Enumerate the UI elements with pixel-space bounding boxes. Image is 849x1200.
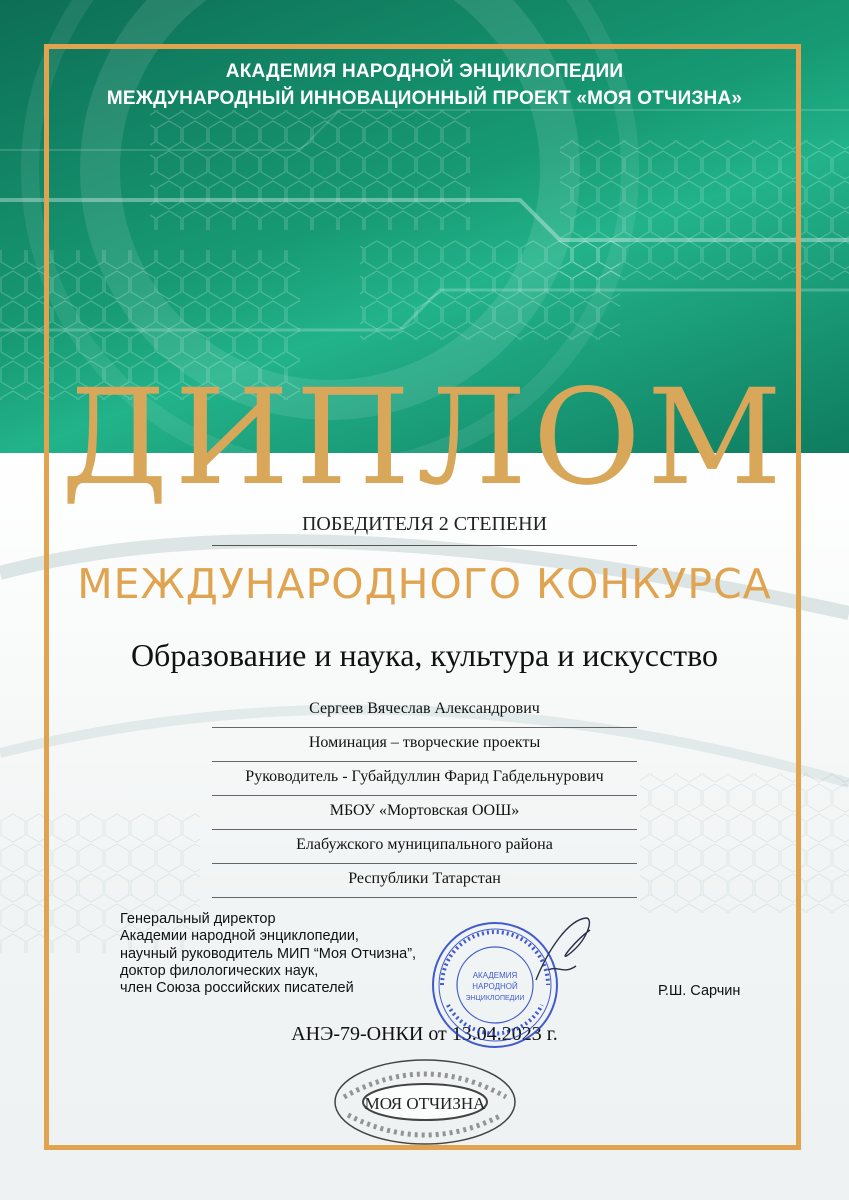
svg-text:ЭНЦИКЛОПЕДИИ: ЭНЦИКЛОПЕДИИ	[465, 995, 525, 1002]
contest-heading: МЕЖДУНАРОДНОГО КОНКУРСА	[77, 560, 772, 608]
document-number: АНЭ-79-ОНКИ от 13.04.2023 г.	[291, 1023, 558, 1045]
credential-line: Академии народной энциклопедии,	[120, 928, 359, 945]
credential-line: доктор филологических наук,	[120, 962, 319, 979]
district: Елабужского муниципального района	[212, 830, 637, 864]
academy-title: АКАДЕМИЯ НАРОДНОЙ ЭНЦИКЛОПЕДИИ	[225, 61, 624, 82]
diploma-title: ДИПЛОМ	[60, 361, 789, 515]
signer-name: Р.Ш. Сарчин	[658, 983, 741, 999]
moya-otchizna-logo-icon	[330, 1055, 520, 1150]
signatory-credentials	[120, 911, 416, 997]
details-list	[212, 694, 637, 898]
svg-text:АКАДЕМИЯ: АКАДЕМИЯ	[472, 971, 518, 980]
svg-text:НАРОДНОЙ: НАРОДНОЙ	[472, 982, 518, 991]
participant-name: Сергеев Вячеслав Александрович	[212, 694, 637, 728]
handwritten-signature-icon	[528, 910, 598, 990]
supervisor: Руководитель - Губайдуллин Фарид Габдельнурович	[212, 762, 637, 796]
nomination: Номинация – творческие проекты	[212, 728, 637, 762]
credential-line: научный руководитель МИП “Моя Отчизна”,	[120, 945, 417, 962]
svg-text:МОЯ ОТЧИЗНА: МОЯ ОТЧИЗНА	[364, 1094, 486, 1113]
republic: Республики Татарстан	[212, 864, 637, 898]
credential-line: Генеральный директор	[120, 911, 276, 927]
school: МБОУ «Мортовская ООШ»	[212, 796, 637, 830]
credential-line: член Союза российских писателей	[120, 980, 354, 997]
project-title: МЕЖДУНАРОДНЫЙ ИННОВАЦИОННЫЙ ПРОЕКТ «МОЯ ОТЧИЗНА»	[106, 88, 743, 109]
winner-degree: ПОБЕДИТЕЛЯ 2 СТЕПЕНИ	[212, 513, 637, 546]
contest-name: Образование и наука, культура и искусство	[130, 637, 719, 673]
